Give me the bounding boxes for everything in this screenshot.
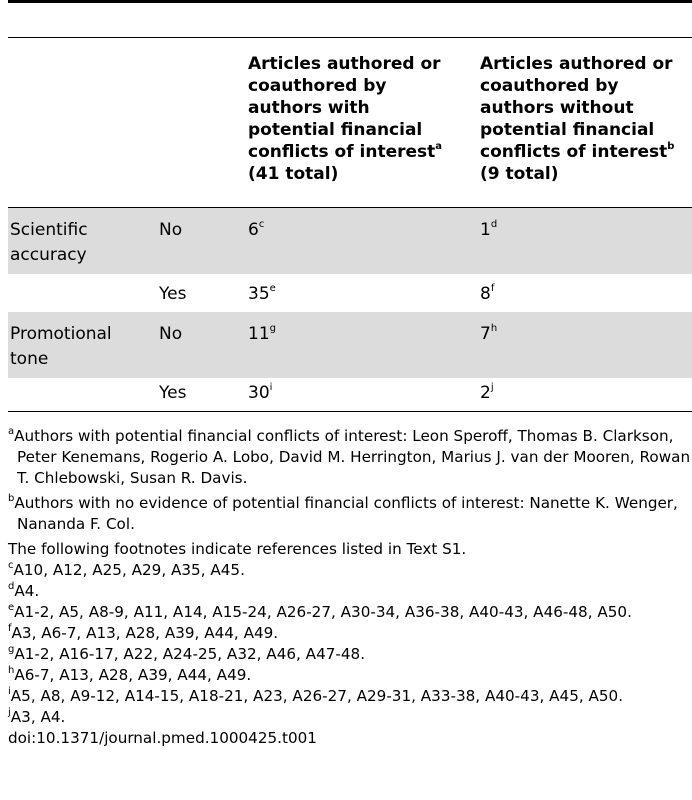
- row-answer: No: [159, 324, 183, 344]
- cell-without-conflicts: [480, 282, 494, 307]
- footnote-marker: d: [8, 580, 15, 592]
- footnote-i: [8, 686, 692, 707]
- cell-value: 1: [480, 220, 491, 240]
- footnote-marker: e: [269, 283, 276, 295]
- cell-with-conflicts: [248, 381, 272, 406]
- footnote-text: A1-2, A16-17, A22, A24-25, A32, A46, A47-48.: [14, 645, 366, 663]
- cell-with-conflicts: [248, 322, 276, 347]
- column-header-text: Articles authored or coauthored by authors without potential financial conflicts of interest: [480, 54, 673, 162]
- column-header-without-conflicts: [480, 53, 690, 185]
- row-answer: Yes: [159, 383, 187, 403]
- footnote-marker: i: [8, 685, 11, 697]
- doi-link[interactable]: doi:10.1371/journal.pmed.1000425.t001: [8, 729, 317, 747]
- cell-with-conflicts: [248, 218, 264, 243]
- cell-value: 2: [480, 383, 491, 403]
- footnote-j: [8, 707, 692, 728]
- row-answer: Yes: [159, 284, 187, 304]
- footnote-marker: c: [8, 559, 14, 571]
- cell-without-conflicts: [480, 381, 494, 406]
- footnote-h: [8, 665, 692, 686]
- row-answer: No: [159, 220, 183, 240]
- footnote-intro: The following footnotes indicate references listed in Text S1.: [8, 540, 467, 558]
- footnote-f: [8, 623, 692, 644]
- column-header-text: Articles authored or coauthored by authors with potential financial conflicts of interest: [248, 54, 441, 162]
- footnote-a: [8, 426, 692, 489]
- footnote-marker: a: [435, 141, 443, 153]
- cell-with-conflicts: [248, 282, 276, 307]
- footnote-b: [8, 493, 692, 535]
- footnote-marker: b: [667, 141, 675, 153]
- cell-value: 8: [480, 284, 491, 304]
- footnote-marker: h: [8, 664, 15, 676]
- table-row: [8, 274, 692, 312]
- footnote-marker: g: [8, 643, 15, 655]
- footnote-e: [8, 602, 692, 623]
- footnote-marker: d: [490, 219, 498, 231]
- table-footnotes: [8, 426, 692, 749]
- cell-value: 7: [480, 324, 491, 344]
- cell-value: 6: [248, 220, 259, 240]
- row-category: Promotional tone: [10, 324, 112, 369]
- footnote-text: A5, A8, A9-12, A14-15, A18-21, A23, A26-27, A29-31, A33-38, A40-43, A45, A50.: [10, 687, 624, 705]
- footnote-text: A3, A4.: [10, 708, 66, 726]
- footnote-text: Authors with potential financial conflicts of interest: Leon Speroff, Thomas B. Clarkson, Peter Kenemans, Rogerio A. Lobo, David M. Herrington, Marius J. van der Mooren, Rowan T. Chlebowski, Susan R. Davis.: [14, 427, 691, 487]
- table-bottom-rule: [8, 411, 692, 412]
- footnote-g: [8, 644, 692, 665]
- column-header-total: (41 total): [248, 164, 339, 184]
- footnote-text: A6-7, A13, A28, A39, A44, A49.: [14, 666, 252, 684]
- footnote-text: A4.: [14, 582, 40, 600]
- footnote-marker: f: [8, 622, 12, 634]
- footnote-text: A10, A12, A25, A29, A35, A45.: [13, 561, 245, 579]
- footnote-d: [8, 581, 692, 602]
- footnote-c: [8, 560, 692, 581]
- footnote-marker: h: [490, 323, 498, 335]
- footnote-marker: b: [8, 492, 15, 504]
- cell-value: 11: [248, 324, 270, 344]
- table-row: [8, 378, 692, 411]
- cell-without-conflicts: [480, 322, 497, 347]
- row-category: Scientific accuracy: [10, 220, 88, 265]
- column-header-total: (9 total): [480, 164, 559, 184]
- footnote-marker: j: [490, 382, 494, 394]
- table-row: [8, 208, 692, 274]
- footnote-text: Authors with no evidence of potential financial conflicts of interest: Nanette K. Wenger, Nananda F. Col.: [14, 494, 678, 533]
- table-top-rule: [8, 0, 692, 3]
- table-row: [8, 312, 692, 378]
- footnote-text: A3, A6-7, A13, A28, A39, A44, A49.: [11, 624, 279, 642]
- cell-value: 30: [248, 383, 270, 403]
- header-top-rule: [8, 37, 692, 38]
- footnote-marker: e: [8, 601, 15, 613]
- cell-value: 35: [248, 284, 270, 304]
- footnote-text: A1-2, A5, A8-9, A11, A14, A15-24, A26-27, A30-34, A36-38, A40-43, A46-48, A50.: [14, 603, 632, 621]
- column-header-with-conflicts: [248, 53, 458, 185]
- footnote-marker: f: [490, 283, 495, 295]
- footnote-marker: j: [8, 706, 11, 718]
- footnote-marker: a: [8, 425, 15, 437]
- footnote-marker: i: [269, 382, 273, 394]
- footnote-marker: g: [269, 323, 276, 335]
- cell-without-conflicts: [480, 218, 497, 243]
- footnote-marker: c: [258, 219, 265, 231]
